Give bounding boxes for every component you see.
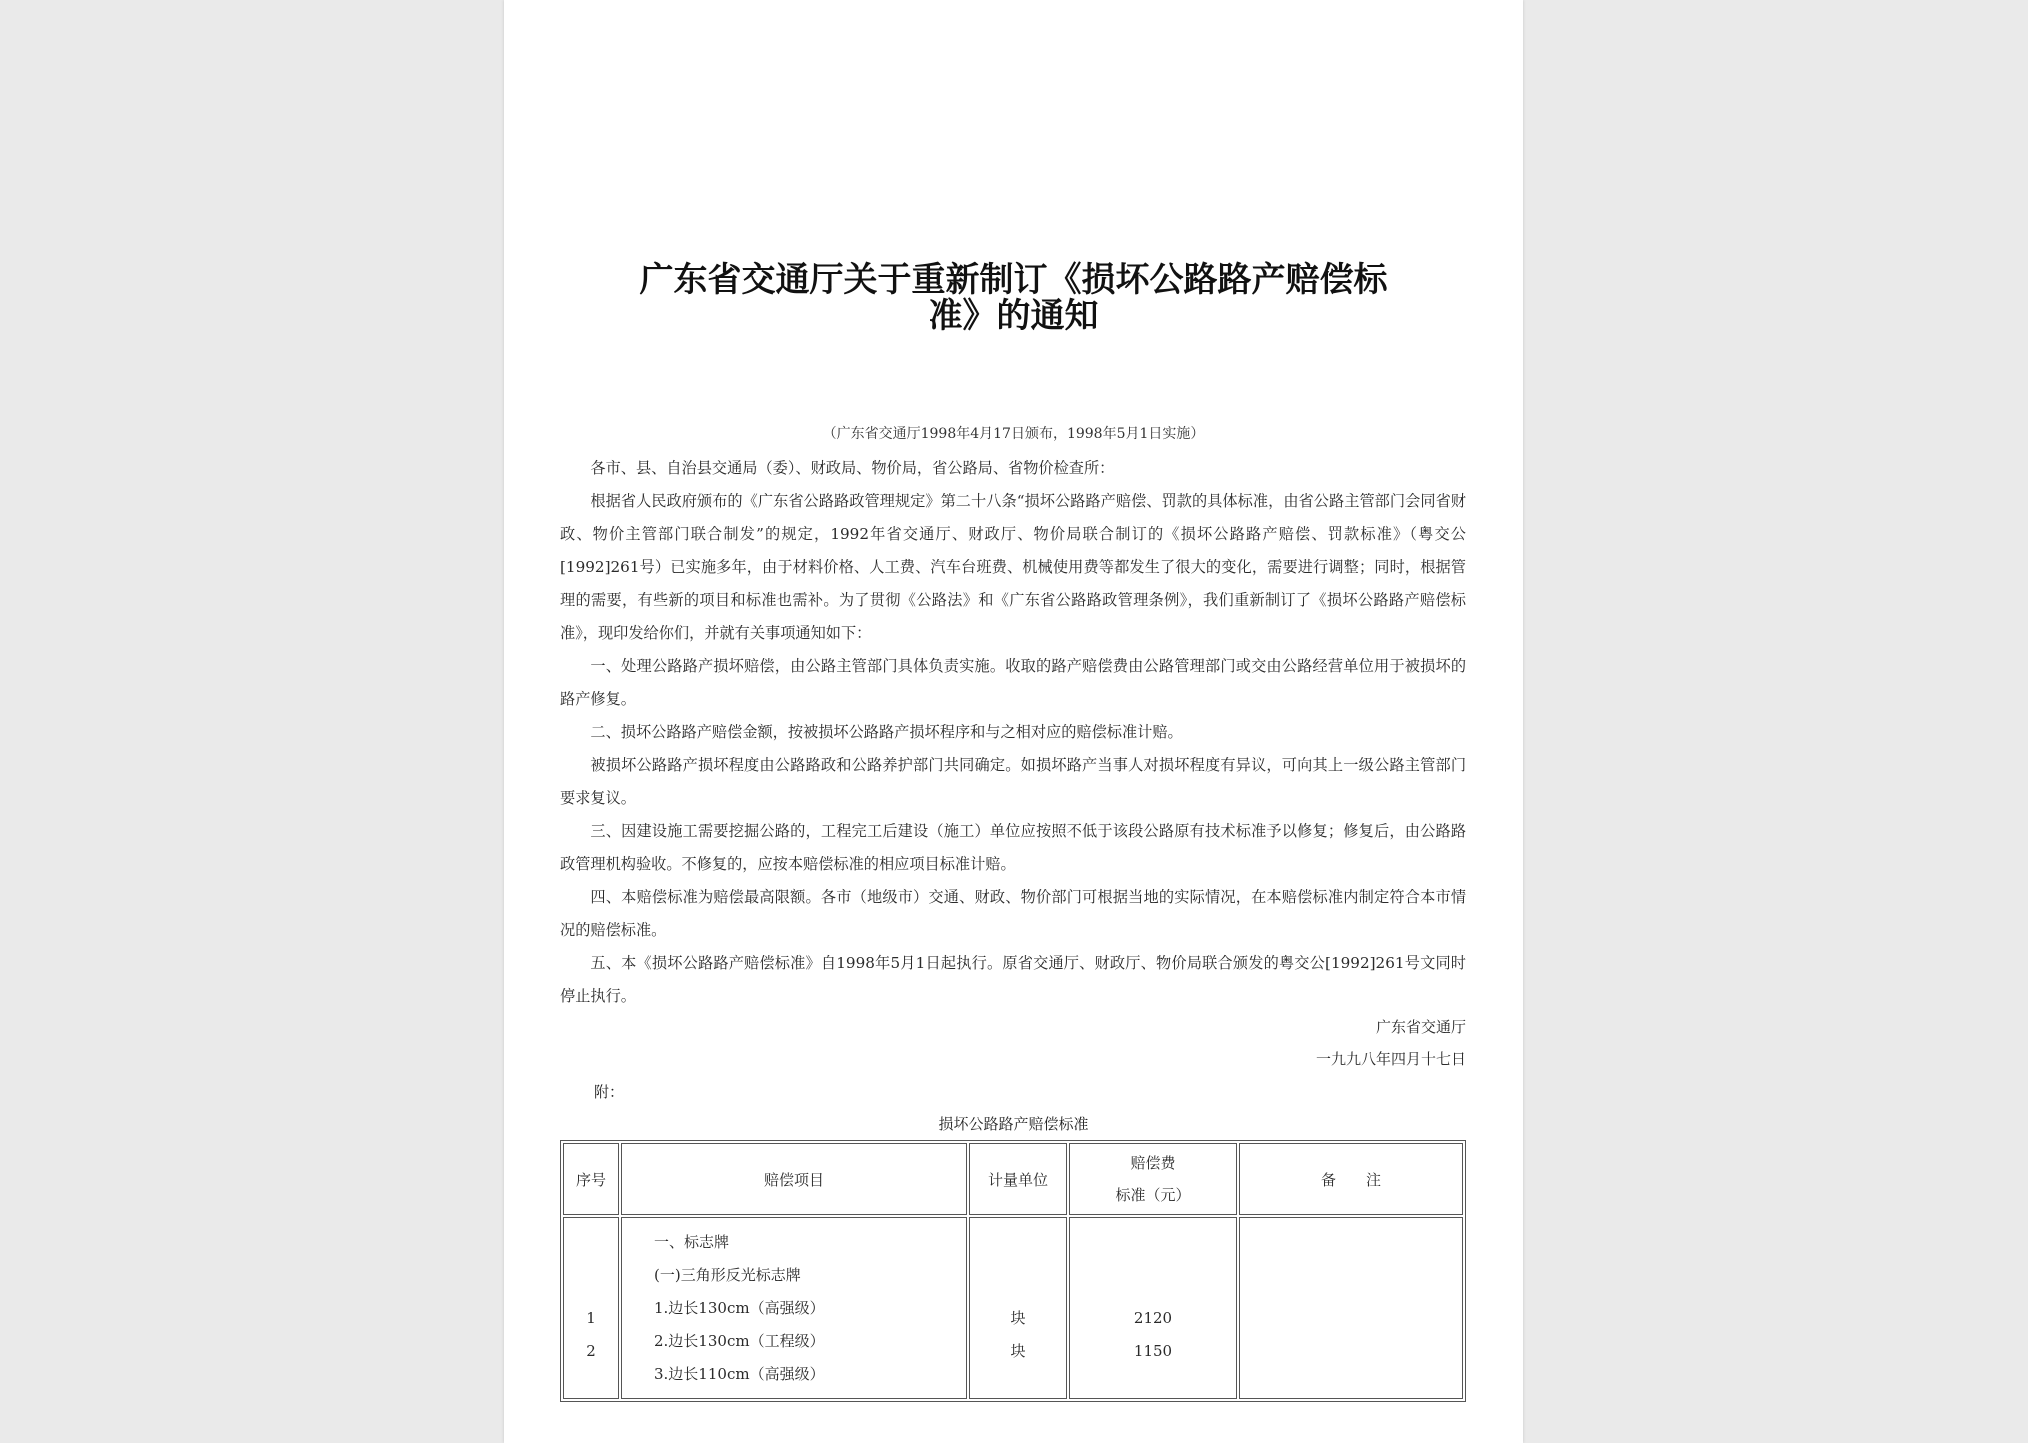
header-fee-line-2: 标准（元） xyxy=(1115,1186,1191,1204)
row-number: 1 xyxy=(586,1309,596,1327)
signature-date: 一九九八年四月十七日 xyxy=(1315,1050,1466,1068)
body-paragraph: 五、本《损坏公路路产赔偿标准》自1998年5月1日起执行。原省交通厅、财政厅、物价局联合颁发的粤交公[1992]261号文同时停止执行。 xyxy=(560,954,1466,1005)
cell-note xyxy=(1239,1217,1463,1399)
item-line: 3.边长110cm（高强级） xyxy=(654,1365,825,1383)
fee-value: 2120 xyxy=(1133,1309,1173,1327)
compensation-table xyxy=(560,1140,1466,1402)
document-body xyxy=(560,452,1466,1013)
body-paragraph: 三、因建设施工需要挖掘公路的，工程完工后建设（施工）单位应按照不低于该段公路原有技术标准予以修复；修复后，由公路路政管理机构验收。不修复的，应按本赔偿标准的相应项目标准计赔。 xyxy=(560,822,1466,873)
document-title xyxy=(544,262,1483,334)
table-title: 损坏公路路产赔偿标准 xyxy=(938,1115,1089,1133)
header-fee xyxy=(1069,1143,1237,1215)
title-line-1: 广东省交通厅关于重新制订《损坏公路路产赔偿标 xyxy=(639,260,1388,300)
row-number: 2 xyxy=(586,1342,596,1360)
header-no: 序号 xyxy=(563,1143,619,1215)
table-header-row xyxy=(563,1143,1463,1215)
attachment-label: 附： xyxy=(594,1083,625,1101)
header-unit: 计量单位 xyxy=(969,1143,1067,1215)
unit-value: 块 xyxy=(1010,1342,1026,1360)
cell-fee xyxy=(1069,1217,1237,1399)
title-line-2: 准》的通知 xyxy=(928,296,1099,336)
item-line: 一、标志牌 xyxy=(654,1233,730,1251)
cell-item xyxy=(621,1217,967,1399)
issue-info: （广东省交通厅1998年4月17日颁布，1998年5月1日实施） xyxy=(822,426,1205,442)
header-fee-line-1: 赔偿费 xyxy=(1130,1154,1176,1172)
header-note: 备 注 xyxy=(1239,1143,1463,1215)
fee-value: 1150 xyxy=(1133,1342,1173,1360)
item-line: 2.边长130cm（工程级） xyxy=(654,1332,825,1350)
header-item: 赔偿项目 xyxy=(621,1143,967,1215)
signature-org: 广东省交通厅 xyxy=(1375,1018,1466,1036)
body-paragraph: 四、本赔偿标准为赔偿最高限额。各市（地级市）交通、财政、物价部门可根据当地的实际情况，在本赔偿标准内制定符合本市情况的赔偿标准。 xyxy=(560,888,1466,939)
addressee-paragraph: 各市、县、自治县交通局（委）、财政局、物价局，省公路局、省物价检查所： xyxy=(590,459,1115,477)
item-line: (一)三角形反光标志牌 xyxy=(654,1266,801,1284)
cell-no xyxy=(563,1217,619,1399)
body-paragraph: 二、损坏公路路产赔偿金额，按被损坏公路路产损坏程序和与之相对应的赔偿标准计赔。 xyxy=(590,723,1183,741)
body-paragraph: 根据省人民政府颁布的《广东省公路路政管理规定》第二十八条“损坏公路路产赔偿、罚款的具体标准，由省公路主管部门会同省财政、物价主管部门联合制发”的规定，1992年省交通厅、财政厅、物价局联合制订的《损坏公路路产赔偿、罚款标准》（粤交公[1992]261号）已实施多年，由于材料价格、人工费、汽车台班费、机械使用费等都发生了很大的变化，需要进行调整；同时，根据管理的需要，有些新的项目和标准也需补。为了贯彻《公路法》和《广东省公路路政管理条例》，我们重新制订了《损坏公路路产赔偿标准》，现印发给你们，并就有关事项通知如下： xyxy=(560,492,1466,642)
body-paragraph: 一、处理公路路产损坏赔偿，由公路主管部门具体负责实施。收取的路产赔偿费由公路管理部门或交由公路经营单位用于被损坏的路产修复。 xyxy=(560,657,1466,708)
unit-value: 块 xyxy=(1010,1309,1026,1327)
document-page xyxy=(504,0,1523,1443)
table-row xyxy=(563,1217,1463,1399)
cell-unit xyxy=(969,1217,1067,1399)
item-line: 1.边长130cm（高强级） xyxy=(654,1299,825,1317)
body-paragraph: 被损坏公路路产损坏程度由公路路政和公路养护部门共同确定。如损坏路产当事人对损坏程度有异议，可向其上一级公路主管部门要求复议。 xyxy=(560,756,1466,807)
